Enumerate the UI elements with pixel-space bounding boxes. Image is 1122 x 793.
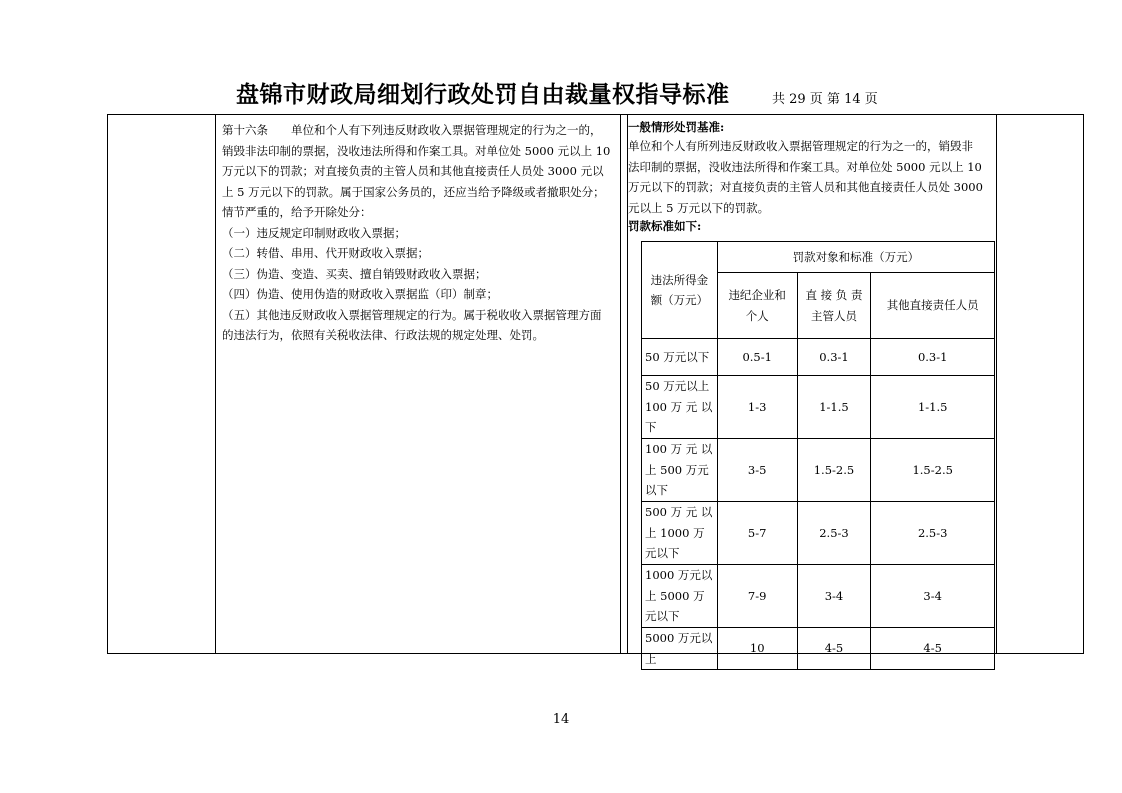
cell-line: 下 (645, 420, 657, 435)
table-row (642, 502, 995, 565)
cell-line: 500 万 元 以 (645, 505, 713, 520)
column-divider (215, 115, 216, 653)
value-cell: 0.5-1 (717, 339, 797, 376)
amount-cell (642, 376, 718, 439)
value-cell: 3-5 (717, 439, 797, 502)
article-line: 万元以下的罚款；对直接负责的主管人员和其他直接责任人员处 3000 元以 (222, 164, 604, 178)
cell-line: 违纪企业和 (728, 288, 786, 302)
table-row (642, 628, 995, 670)
column-header-cell (717, 273, 797, 339)
column-divider (620, 115, 621, 653)
value-cell: 7-9 (717, 565, 797, 628)
cell-line: 5000 万元以 (645, 631, 713, 645)
value-cell: 3-4 (871, 565, 995, 628)
cell-line: 50 万元以下 (645, 349, 710, 364)
article-line: （五）其他违反财政收入票据管理规定的行为。属于税收收入票据管理方面 (222, 307, 602, 322)
cell-line: 其他直接责任人员 (886, 298, 979, 313)
cell-line: 主管人员 (810, 308, 857, 323)
table-row (642, 439, 995, 502)
value-cell: 4-5 (797, 628, 871, 670)
value-cell: 3-4 (797, 565, 871, 628)
table-row (642, 565, 995, 628)
article-line: 的违法行为，依照有关税收法律、行政法规的规定处理、处罚。 (222, 328, 544, 342)
content-frame (107, 114, 1084, 666)
amount-cell (642, 502, 718, 565)
table-row (642, 339, 995, 376)
row-header-cell (642, 242, 718, 339)
amount-cell (642, 339, 718, 376)
standard-line: 万元以下的罚款；对直接负责的主管人员和其他直接责任人员处 3000 (628, 180, 983, 194)
amount-cell (642, 565, 718, 628)
page-info: 共 29 页 第 14 页 (772, 92, 878, 107)
value-cell: 1-1.5 (871, 376, 995, 439)
standard-text (628, 136, 998, 218)
cell-line: 额（万元） (650, 293, 709, 307)
cell-line: 以下 (645, 483, 668, 498)
cell-line: 100 万 元 以 (645, 399, 713, 414)
cell-line: 元以下 (645, 609, 680, 624)
column-header-cell (797, 273, 871, 339)
article-line: （三）伪造、变造、买卖、擅自销毁财政收入票据； (222, 266, 487, 281)
cell-line: 上 1000 万 (645, 525, 705, 540)
value-cell: 1-3 (717, 376, 797, 439)
article-line: 情节严重的，给予开除处分： (222, 205, 372, 219)
value-cell: 0.3-1 (871, 339, 995, 376)
article-text (222, 120, 614, 346)
value-cell: 5-7 (717, 502, 797, 565)
table-heading: 罚款标准如下: (628, 219, 702, 233)
value-cell: 1.5-2.5 (871, 439, 995, 502)
value-cell: 4-5 (871, 628, 995, 670)
amount-cell (642, 439, 718, 502)
cell-line: 个人 (745, 308, 769, 323)
page-header (0, 72, 1122, 112)
value-cell: 0.3-1 (797, 339, 871, 376)
cell-line: 元以下 (645, 546, 680, 561)
column-header-cell (871, 273, 995, 339)
article-line: 第十六条 单位和个人有下列违反财政收入票据管理规定的行为之一的， (222, 123, 602, 137)
amount-cell (642, 628, 718, 670)
value-cell: 1-1.5 (797, 376, 871, 439)
penalty-table (641, 241, 995, 670)
article-line: 销毁非法印制的票据，没收违法所得和作案工具。对单位处 5000 元以上 10 (222, 143, 611, 158)
cell-line: 50 万元以上 (645, 379, 710, 394)
penalty-standard (628, 119, 998, 235)
group-header-cell: 罚款对象和标准（万元） (717, 242, 994, 273)
standard-heading: 一般情形处罚基准: (628, 120, 725, 134)
cell-line: 直 接 负 责 (805, 288, 863, 302)
article-line: （四）伪造、使用伪造的财政收入票据监（印）制章； (222, 287, 498, 301)
value-cell: 2.5-3 (797, 502, 871, 565)
cell-line: 1000 万元以 (645, 568, 713, 583)
cell-line: 违法所得金 (650, 272, 709, 287)
cell-line: 上 (645, 651, 657, 666)
article-line: （二）转借、串用、代开财政收入票据； (222, 246, 429, 260)
value-cell: 1.5-2.5 (797, 439, 871, 502)
page-title: 盘锦市财政局细划行政处罚自由裁量权指导标准 (236, 82, 730, 108)
standard-line: 法印制的票据，没收违法所得和作案工具。对单位处 5000 元以上 10 (628, 159, 982, 174)
article-line: 上 5 万元以下的罚款。属于国家公务员的，还应当给予降级或者撤职处分； (222, 184, 605, 199)
table-row (642, 376, 995, 439)
cell-line: 上 5000 万 (645, 588, 705, 603)
value-cell: 10 (717, 628, 797, 670)
cell-line: 100 万 元 以 (645, 442, 713, 457)
standard-line: 单位和个人有所列违反财政收入票据管理规定的行为之一的，销毁非 (628, 139, 973, 153)
standard-line: 元以上 5 万元以下的罚款。 (628, 200, 770, 215)
value-cell: 2.5-3 (871, 502, 995, 565)
article-line: （一）违反规定印制财政收入票据； (222, 225, 406, 240)
cell-line: 上 500 万元 (645, 462, 709, 477)
page-number: 14 (552, 712, 570, 727)
